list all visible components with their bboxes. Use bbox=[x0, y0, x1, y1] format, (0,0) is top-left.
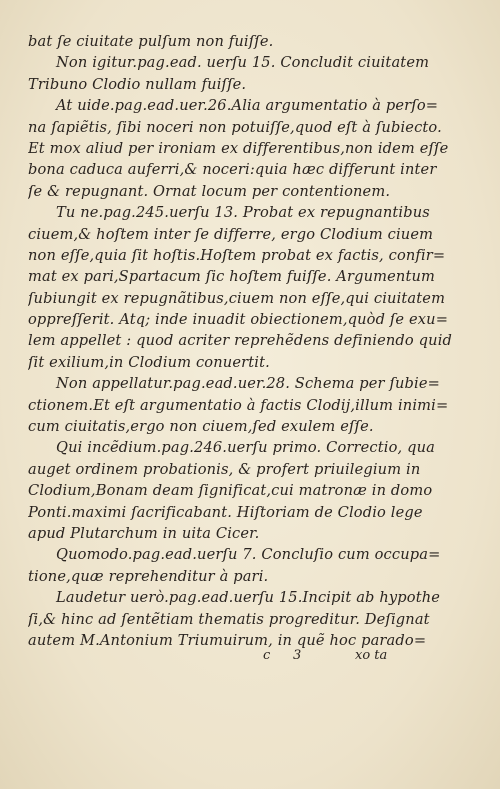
text-line: Quomodo.pag.ead.uerſu 7. Concluſio cum occupa= bbox=[56, 546, 441, 564]
text-line: ſe & repugnant. Ornat locum per contentionem. bbox=[28, 182, 391, 200]
text-line: ſubiungit ex repugnãtibus,ciuem non eſſe,qui ciuitatem bbox=[28, 289, 446, 307]
text-line: Clodium,Bonam deam ſignificat,cui matronæ in domo bbox=[28, 482, 433, 500]
text-line: non eſſe,quia ſit hoſtis.Hoſtem probat ex factis, confir= bbox=[28, 246, 446, 264]
text-line: na ſapiẽtis, ſibi noceri non potuiſſe,quod eſt à ſubiecto. bbox=[28, 118, 442, 136]
text-line: mat ex pari,Spartacum ſic hoſtem fuiſſe. Argumentum bbox=[28, 268, 436, 286]
text-line: ctionem.Et eſt argumentatio à factis Clodij,illum inimi= bbox=[28, 396, 449, 414]
body-text bbox=[28, 31, 468, 651]
text-line: cum ciuitatis,ergo non ciuem,ſed exulem eſſe. bbox=[28, 418, 374, 436]
text-line: Non appellatur.pag.ead.uer.28. Schema per ſubie= bbox=[56, 375, 441, 393]
text-line: oppreſſerit. Atq; inde inuadit obiectionem,quòd ſe exu= bbox=[28, 311, 449, 329]
text-line: ciuem,& hoſtem inter ſe differre, ergo Clodium ciuem bbox=[28, 225, 434, 243]
catchword: xo ta bbox=[355, 648, 388, 663]
text-line: apud Plutarchum in uita Cicer. bbox=[28, 524, 260, 542]
text-line: bona caduca auferri,& noceri:quia hæc differunt inter bbox=[28, 161, 437, 179]
text-line: ſi,& hinc ad ſentẽtiam thematis progreditur. Deſignat bbox=[28, 610, 430, 628]
text-line: lem appellet : quod acriter reprehẽdens definiendo quid bbox=[28, 332, 453, 350]
text-line: bat ſe ciuitate pulſum non fuiſſe. bbox=[28, 33, 274, 50]
text-line: Tribuno Clodio nullam fuiſſe. bbox=[28, 75, 247, 93]
text-line: Laudetur uerò.pag.ead.uerſu 15.Incipit ab hypothe bbox=[56, 589, 441, 607]
text-line: Et mox aliud per ironiam ex differentibus,non idem eſſe bbox=[28, 139, 449, 157]
text-line: auget ordinem probationis, & profert priuilegium in bbox=[28, 460, 421, 478]
text-line: Non igitur.pag.ead. uerſu 15. Concludit ciuitatem bbox=[56, 54, 430, 72]
text-line: Tu ne.pag.245.uerſu 13. Probat ex repugnantibus bbox=[56, 204, 430, 222]
page-footer bbox=[0, 648, 500, 668]
text-line: ſit exilium,in Clodium conuertit. bbox=[28, 353, 270, 371]
text-line: At uide.pag.ead.uer.26.Alia argumentatio à perſo= bbox=[56, 97, 439, 115]
text-line: Qui incẽdium.pag.246.uerſu primo. Correctio, qua bbox=[56, 439, 435, 457]
signature-number: 3 bbox=[293, 648, 302, 663]
text-line: tione,quæ reprehenditur à pari. bbox=[28, 567, 269, 585]
signature-mark: c bbox=[263, 648, 271, 663]
text-line: autem M.Antonium Triumuirum, in quẽ hoc parado= bbox=[28, 631, 427, 649]
text-line: Ponti.maximi ſacrificabant. Hiſtoriam de Clodio lege bbox=[28, 503, 423, 521]
